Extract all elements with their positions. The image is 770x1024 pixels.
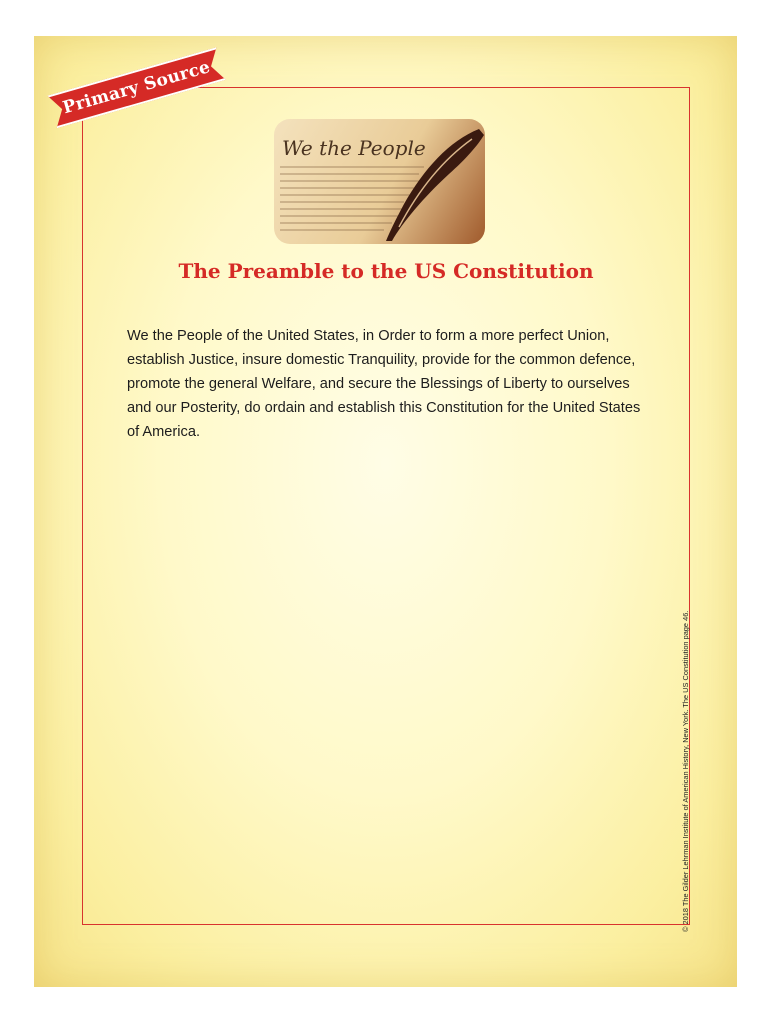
we-the-people-script: We the People: [282, 136, 426, 160]
copyright-credit: © 2018 The Gilder Lehrman Institute of American History, New York. The US Constitution page 46.: [681, 610, 690, 932]
we-the-people-quill-image: [274, 119, 485, 244]
document-quill-illustration: [274, 119, 485, 244]
preamble-text: We the People of the United States, in Order to form a more perfect Union, establish Justice, insure domestic Tranquility, provide for the common defence, promote the general Welfare, and secure the Blessings of Liberty to ourselves and our Posterity, do ordain and establish this Constitution for the United States of America.: [127, 328, 641, 440]
banner-label: Primary Source: [60, 57, 213, 119]
page-title: The Preamble to the US Constitution: [178, 259, 594, 283]
